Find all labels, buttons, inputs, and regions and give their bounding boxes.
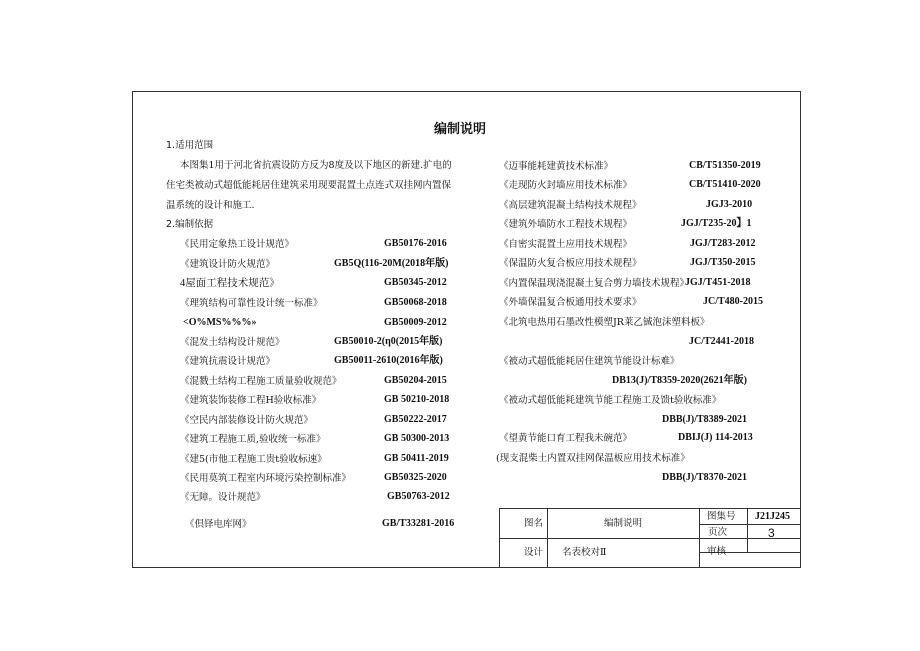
section-scope-heading: 1.适用范围: [166, 140, 214, 151]
reference-name: 《走现防火封墙应用技术标准》: [499, 180, 633, 191]
reference-code: GB 50300-2013: [384, 433, 450, 444]
reference-name: 《被动式超低能耗建筑节能工程施工及馈t验收标准》: [499, 395, 722, 406]
reference-code: JGJ/T350-2015: [690, 257, 756, 268]
reference-name: (现支混柴土内置双挂网保温板应用技术标准》: [496, 453, 690, 464]
page-title: 编制说明: [433, 122, 486, 137]
title-block-design-label: 设计: [524, 547, 544, 558]
reference-name: 《被动式超低能耗居住建筑节能设计标难》: [499, 356, 680, 367]
reference-name: 《高层建筑混凝土结构技术规程》: [499, 200, 642, 211]
reference-code: GB/T33281-2016: [382, 518, 455, 529]
title-block-name-label: 图名: [524, 518, 544, 529]
reference-code: JC/T480-2015: [703, 296, 763, 307]
reference-name: 《建筑工程施工质,验收统一标准》: [180, 434, 326, 445]
scope-line: 温系统的设计和施工.: [166, 200, 255, 211]
reference-name: 《混戮土结构工程施工质量验收规范》: [180, 376, 342, 387]
reference-code: GB50011-2610(2016年版): [334, 355, 443, 366]
title-block-divider: [699, 524, 800, 525]
reference-name: 《建筑设计防火规范》: [180, 259, 276, 270]
reference-code: GB5Q(116-20M(2018年版): [334, 258, 449, 269]
reference-code: GB50222-2017: [384, 414, 447, 425]
reference-code: CB/T51350-2019: [689, 160, 761, 171]
reference-code: JGJ/T235-20】1: [681, 218, 752, 229]
reference-name: 《自密实混置土应用技术规程》: [499, 239, 633, 250]
reference-name: 《迈事能耗建黄技术标准》: [499, 161, 614, 172]
reference-name: 《建筑外墙防水工程技术规程》: [499, 219, 633, 230]
reference-name: 《建5(市他工程施工贵t验收标速》: [180, 454, 327, 465]
reference-code: GB50763-2012: [387, 491, 450, 502]
reference-code: DBB(J)/T8370-2021: [662, 472, 747, 483]
title-block-divider: [547, 509, 548, 567]
reference-code: GB50010-2(η0(2015年版): [334, 336, 443, 347]
reference-name: 《民用莫筑工程室内环境污染控制标准》: [180, 473, 352, 484]
title-block-review-label: 审核: [707, 546, 727, 557]
reference-name: 《民用定象热工设计规范》: [180, 239, 295, 250]
reference-code: DBIJ(J) 114-2013: [678, 432, 753, 443]
reference-name: <O%MS%%%»: [183, 317, 257, 328]
reference-code: DBB(J)/T8389-2021: [662, 414, 747, 425]
reference-name: 《内置保温现浇混凝土复合剪力墙技术规程》: [499, 278, 690, 289]
title-block-divider: [699, 509, 700, 567]
reference-name: 《理筑结构可靠性设计统一标准》: [180, 298, 323, 309]
scope-line: 住宅类被动式超低能耗居住建筑采用现要混置土点连式双挂网内置保: [166, 180, 452, 191]
reference-code: GB 50210-2018: [384, 394, 450, 405]
section-basis-heading: 2.编制依据: [166, 219, 214, 230]
title-block-divider: [500, 538, 800, 539]
reference-name: 《保温防火复合板应用技术规程》: [499, 258, 642, 269]
reference-code: GB50009-2012: [384, 317, 447, 328]
reference-code: GB50068-2018: [384, 297, 447, 308]
reference-name: 4屋面工程技术规范》: [180, 278, 280, 289]
reference-name: 《倶铎电库网》: [185, 519, 252, 530]
reference-code: GB50345-2012: [384, 277, 447, 288]
reference-name: 《建筑抗震设计规范》: [180, 356, 276, 367]
reference-name: 《无障。设计规范》: [180, 492, 266, 503]
scope-line: 本图集1用于河北省抗震设防方反为8度及以下地区的新建.扩电的: [180, 160, 452, 171]
title-block-page-label: 页次: [708, 527, 728, 538]
reference-name: 《混发土结构设计规范》: [180, 337, 285, 348]
title-block: [499, 508, 801, 568]
title-block-atlas-label: 图集号: [707, 511, 736, 522]
reference-code: GB50325-2020: [384, 472, 447, 483]
reference-code: JGJ3-2010: [706, 199, 753, 210]
title-block-divider: [747, 509, 748, 552]
reference-code: JC/T2441-2018: [689, 336, 754, 347]
reference-name: 《望黄节能口育工程我未碗范》: [499, 433, 633, 444]
title-block-page-value: 3: [768, 526, 775, 540]
reference-name: 《空民内部装修设计防火规范》: [180, 415, 314, 426]
reference-code: JGJ/T451-2018: [685, 277, 751, 288]
title-block-design-value: 名表校对Ⅱ: [562, 547, 607, 558]
reference-code: DB13(J)/T8359-2020(2621年版): [612, 375, 747, 386]
title-block-atlas-value: J21J245: [755, 511, 790, 522]
reference-code: JGJ/T283-2012: [690, 238, 756, 249]
reference-name: 《建筑装饰装修工程H验收标准》: [180, 395, 322, 406]
title-block-name-value: 编制说明: [604, 518, 643, 529]
reference-name: 《北筑电热用石墨改性模塑JR莱乙铖泡沫塑料板》: [499, 317, 710, 328]
reference-code: CB/T51410-2020: [689, 179, 761, 190]
reference-code: GB50204-2015: [384, 375, 447, 386]
reference-name: 《外墙保温复合板通用技术要求》: [499, 297, 642, 308]
reference-code: GB 50411-2019: [384, 453, 449, 464]
reference-code: GB50176-2016: [384, 238, 447, 249]
